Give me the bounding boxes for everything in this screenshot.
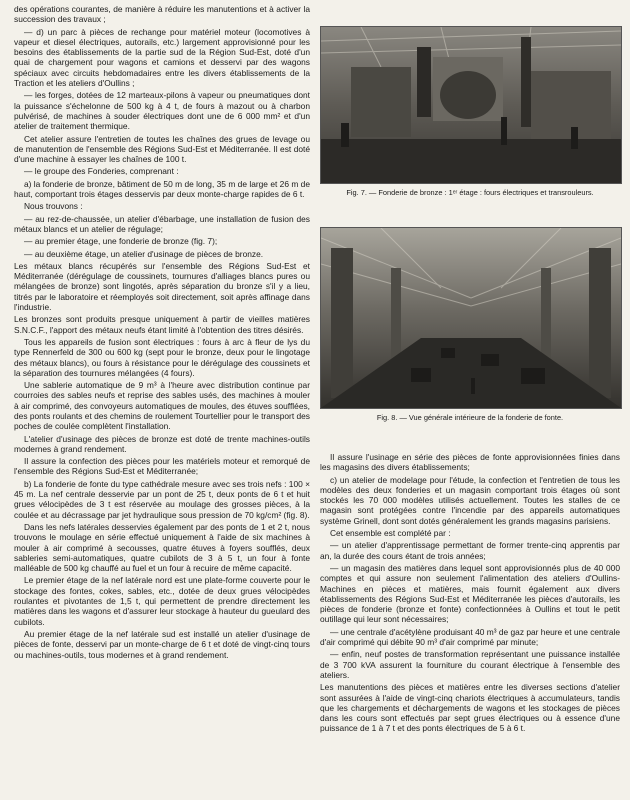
paragraph: Cet atelier assure l'entretien de toutes les chaînes des grues de levage ou de manutention de l'ensemble des Régions Sud-Est et Méditerranée. Il est doté d'une machine à essayer les chaînes de 100 t. — [14, 133, 310, 165]
paragraph: Les bronzes sont produits presque uniquement à partir de vieilles matières S.N.C.F., l'apport des métaux neufs étant limité à l'obtention des titres désirés. — [14, 314, 310, 335]
paragraph: — d) un parc à pièces de rechange pour matériel moteur (locomotives à vapeur et diesel électriques, autorails, etc.) largement approvisionné pour les besoins des établissements de la partie sud de la Région Sud-Est, doté d'un quai de chargement pour wagons et camions et desservi par des wagons spéciaux avec circuits hebdomadaires entre les divers établissements de la Traction et les ateliers d'Oullins ; — [14, 26, 310, 89]
paragraph: — un magasin des matières dans lequel sont approvisionnés plus de 40 000 comptes et qui assure non seulement l'alimentation des ateliers d'Oullins-Machines en pièces et matières, mais fournit également aux divers établissements des Régions Sud-Est et Méditerranée les pièces d'autorails, les pièces de fonderie (bronze et fonte) confectionnées à Oullins et tout le petit outillage qui leur sont nécessaires; — [320, 562, 620, 625]
figure-8-caption: Fig. 8. — Vue générale intérieure de la fonderie de fonte. — [376, 413, 564, 422]
paragraph: — les forges, dotées de 12 marteaux-pilons à vapeur ou pneumatiques dont la puissance s'échelonne de 500 kg à 4 t, de fours à mazout ou à charbon pulvérisé, de machines à souder électriques dont une de 6 000 mm² et d'un atelier de traitement thermique. — [14, 90, 310, 132]
paragraph: b) La fonderie de fonte du type cathédrale mesure avec ses trois nefs : 100 × 45 m. La nef centrale desservie par un pont de 25 t, deux ponts de 6 t et huit grues vélocipèdes de 3 t est réservée au moulage des grosses pièces, à la coulée et au décrassage par jet hydraulique sous pression de 70 kg/cm² (fig. 8). — [14, 478, 310, 520]
paragraph: Les métaux blancs récupérés sur l'ensemble des Régions Sud-Est et Méditerranée (dérégulage de coussinets, tournures d'alliages blancs pures ou mélangées de bronze) sont lingotés, après séparation du bronze s'il y a lieu, titrés par le laboratoire et réemployés soit directement, soit après affinage dans l'industrie. — [14, 260, 310, 313]
paragraph: Une sablerie automatique de 9 m³ à l'heure avec distribution continue par courroies des sables neufs et reprise des sables usés, des machines à mouler à air comprimé, des convoyeurs automatiques de moules, des étuves soufflées, des ponts roulants et des chemins de roulement Tourtellier pour le transport des poches de coulée complètent l'installation. — [14, 380, 310, 432]
right-column — [320, 4, 620, 736]
bronze-foundry-photo — [321, 27, 621, 183]
paragraph: Le premier étage de la nef latérale nord est une plate-forme couverte pour le stockage des fontes, cokes, sables, etc., dotée de deux grues vélocipèdes roulantes et pivotantes de 1,5 t, qui permettent de prendre directement les matières dans les wagons et d'assurer leur stockage à hauteur du gueulard des cubilots. — [14, 575, 310, 627]
paragraph: — le groupe des Fonderies, comprenant : — [24, 166, 179, 177]
paragraph: Nous trouvons : — [24, 201, 83, 212]
paragraph: Il assure l'usinage en série des pièces de fonte approvisionnées finies dans les magasins des divers établissements; — [320, 452, 620, 473]
paragraph: Il assure la confection des pièces pour les matériels moteur et remorqué de l'ensemble des Régions Sud-Est et Méditerranée; — [14, 456, 310, 477]
paragraph: L'atelier d'usinage des pièces de bronze est doté de trente machines-outils modernes à grand rendement. — [14, 433, 310, 454]
paragraph: c) un atelier de modelage pour l'étude, la confection et l'entretien de tous les modèles des deux fonderies et un magasin comportant trois étages où sont stockés les 70 000 modèles utilisés actuellement. Toutes les stalles de ce magasin sont protégées contre l'incendie par des appareils automatiques système Grinell, dont sont dotés généralement les grands magasins parisiens. — [320, 474, 620, 526]
figure-8-photo — [320, 227, 622, 409]
iron-foundry-photo — [321, 228, 621, 408]
paragraph: — une centrale d'acétylène produisant 40 m³ de gaz par heure et une centrale d'air comprimé qui débite 90 m³ d'air comprimé par minute; — [320, 626, 620, 648]
paragraph: des opérations courantes, de manière à réduire les manutentions et à activer la succession des travaux ; — [14, 4, 310, 25]
paragraph: — un atelier d'apprentissage permettant de former trente-cinq apprentis par an, la durée des cours étant de trois années; — [320, 540, 620, 561]
figure-7-caption: Fig. 7. — Fonderie de bronze : 1ᵉʳ étage : fours électriques et transrouleurs. — [346, 188, 594, 197]
paragraph: Tous les appareils de fusion sont électriques : fours à arc à fleur de lys du type Rennerfeld de 300 ou 600 kg (sept pour le bronze, deux pour le lingotage des métaux blancs), ou fours à résistance pour le dérégulage des coussinets et la séparation des tournures mélangées (4 fours). — [14, 336, 310, 378]
paragraph: — au premier étage, une fonderie de bronze (fig. 7); — [24, 236, 218, 247]
paragraph: a) la fonderie de bronze, bâtiment de 50 m de long, 35 m de large et 26 m de haut, comportant trois étages desservis par deux monte-charge rapides de 6 t. — [14, 178, 310, 200]
paragraph: Au premier étage de la nef latérale sud est installé un atelier d'usinage de pièces de fonte, desservi par un monte-charge de 6 t et doté de vingt-cinq tours ou machines-outils, tous modernes et à grand rendement. — [14, 628, 310, 660]
left-column — [14, 4, 310, 662]
paragraph: — enfin, neuf postes de transformation représentant une puissance installée de 3 700 kVA assurent la fourniture du courant électrique à l'ensemble des ateliers. — [320, 649, 620, 680]
paragraph: Dans les nefs latérales desservies également par des ponts de 1 et 2 t, nous trouvons le moulage en série effectué uniquement à l'aide de six machines à mouler à air comprimé à secousses, quatre étuves à foyers soufflés, deux sableries semi-automatiques, quatre cubilots de 3 à 5 t, un four à fonte malléable de 500 kg chauffé au fuel et un four à recuire de même capacité. — [14, 521, 310, 574]
paragraph: Les manutentions des pièces et matières entre les diverses sections d'atelier sont assurées à l'aide de vingt-cinq chariots électriques à accumulateurs, tandis que les chargements et déchargements de wagons et les stockages de pièces dans les cours sont effectués par sept grues électriques ou à essence d'une puissance de 1 à 7 t et des ponts électriques de 5 à 6 t. — [320, 682, 620, 734]
paragraph: — au rez-de-chaussée, un atelier d'ébarbage, une installation de fusion des métaux blancs et un atelier de régulage; — [14, 213, 310, 234]
paragraph: — au deuxième étage, un atelier d'usinage de pièces de bronze. — [24, 248, 264, 259]
paragraph: Cet ensemble est complété par : — [330, 528, 451, 539]
figure-7-photo — [320, 26, 622, 184]
